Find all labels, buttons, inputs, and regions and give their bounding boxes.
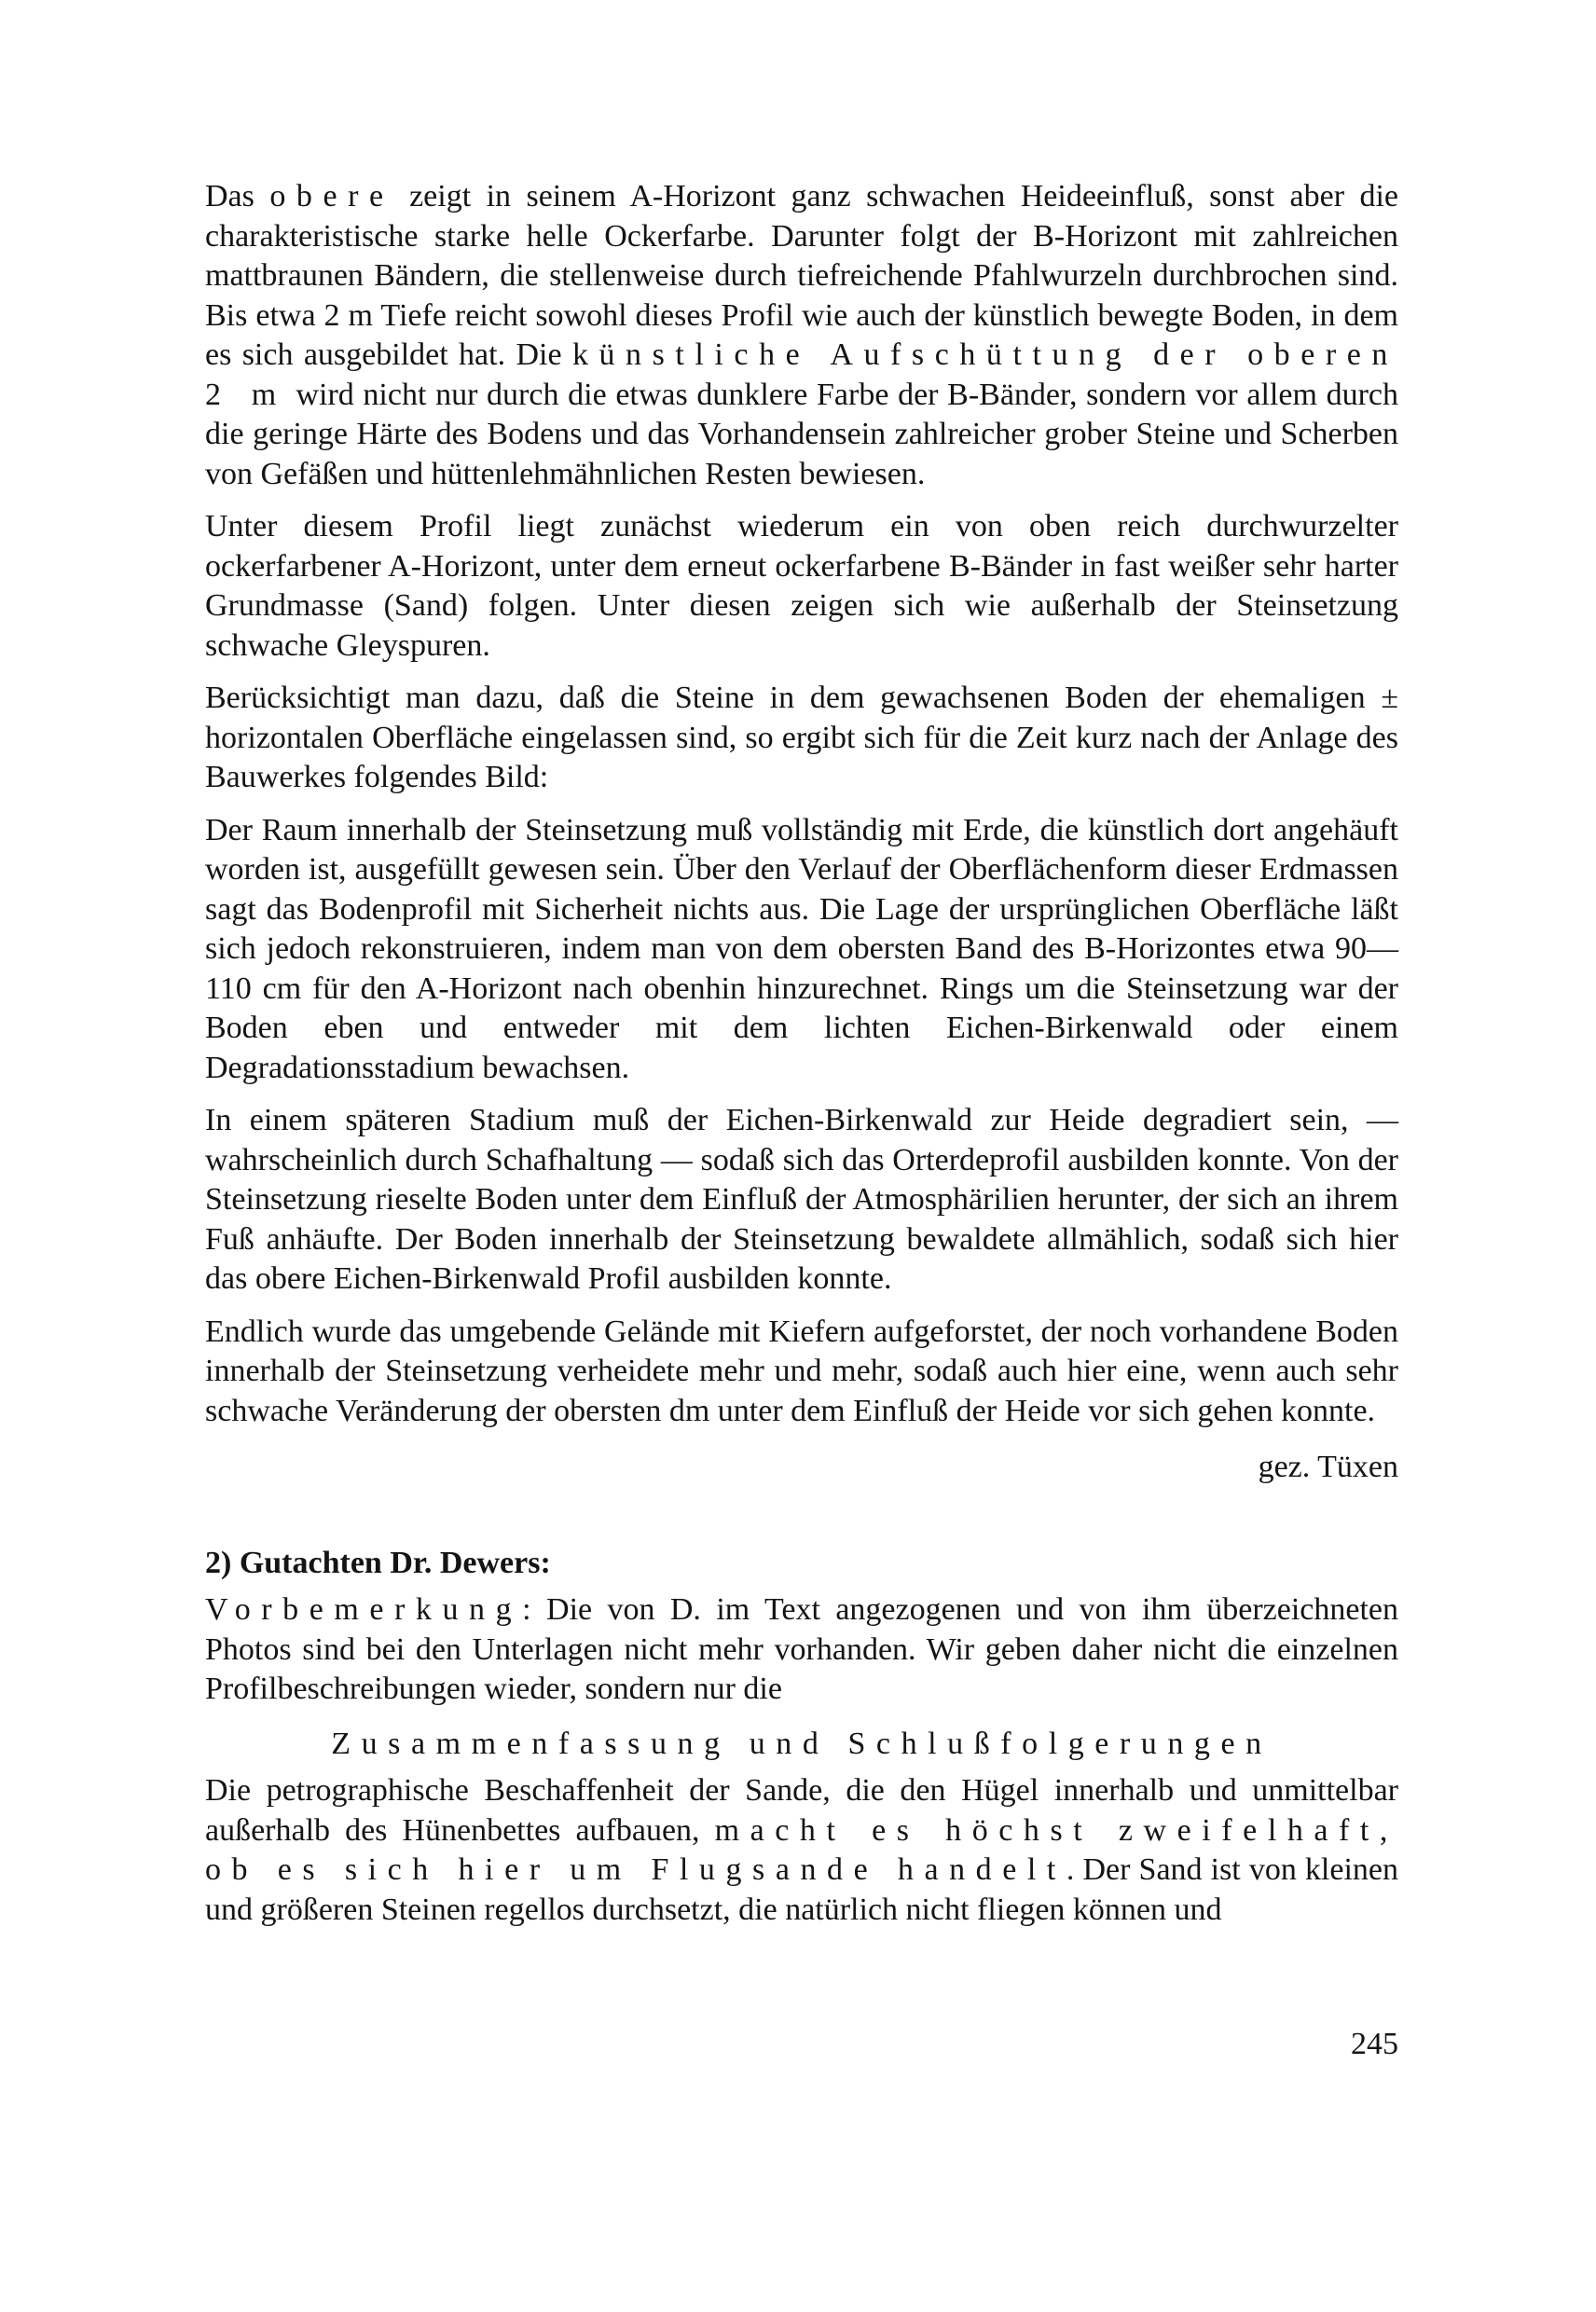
paragraph-summary [205, 1771, 1398, 1930]
spaced-emphasis: künstliche Aufschüttung der oberen 2 m [205, 337, 1398, 412]
section-heading: 2) Gutachten Dr. Dewers: [205, 1545, 551, 1580]
text-run: . Der Sand ist von kleinen und größeren Steinen regellos durchsetzt, die natürlich nicht fliegen können und [205, 1852, 1398, 1927]
paragraph-interior-fill: Der Raum innerhalb der Steinsetzung muß vollständig mit Erde, die künstlich dort angehäuft worden ist, ausgefüllt gewesen sein. Über den Verlauf der Oberflächenform dieser Erdmassen sagt das Bodenprofil mit Sicherheit nichts aus. Die Lage der ursprünglichen Oberfläche läßt sich jedoch rekonstruieren, indem man von dem obersten Band des B-Horizontes etwa 90—110 cm für den A-Horizont nach obenhin hinzurechnet. Rings um die Steinsetzung war der Boden eben und entweder mit dem lichten Eichen-Birkenwald oder einem Degradationsstadium bewachsen. [205, 812, 1398, 1085]
paragraph-lower-profile: Unter diesem Profil liegt zunächst wiederum ein von oben reich durchwurzelter ockerfarbener A-Horizont, unter dem erneut ockerfarbene B-Bänder in fast weißer sehr harter Grundmasse (Sand) folgen. Unter diesen zeigen sich wie außerhalb der Steinsetzung schwache Gleyspuren. [205, 509, 1398, 663]
subheading: Zusammenfassung und Schlußfolgerungen [331, 1726, 1273, 1761]
signature: gez. Tüxen [1258, 1450, 1398, 1484]
text-run: Das [205, 179, 270, 213]
paragraph-preliminary-note [205, 1590, 1398, 1710]
page-body [205, 177, 1398, 1930]
text-run: Die petrographische Beschaffenheit der Sande, die den Hügel innerhalb und unmittelbar außerhalb des Hünenbettes aufbauen, [205, 1773, 1398, 1848]
spaced-emphasis: obere [269, 179, 394, 213]
text-run: zeigt in seinem A-Horizont ganz schwachen Heideeinfluß, sonst aber die charakteristische starke helle Ockerfarbe. Darunter folgt der B-Horizont mit zahlreichen mattbraunen Bändern, die stellenweise durch tiefreichende Pfahlwurzeln durchbrochen sind. Bis etwa 2 m Tiefe reicht sowohl dieses Profil wie auch der künstlich bewegte Boden, in dem es sich ausgebildet hat. Die [205, 179, 1398, 372]
page-number: 245 [1351, 2027, 1398, 2061]
spaced-emphasis: macht es höchst zweifelhaft, ob es sich hier um Flugsande handelt [205, 1812, 1398, 1887]
text-run: wird nicht nur durch die etwas dunklere Farbe der B-Bänder, sondern vor allem durch die geringe Härte des Bodens und das Vorhandensein zahlreicher grober Steine und Scherben von Gefäßen und hüttenlehmähnlichen Resten bewiesen. [205, 377, 1398, 491]
spaced-label: Vorbemerkung [205, 1592, 523, 1627]
paragraph-later-stage: In einem späteren Stadium muß der Eichen-Birkenwald zur Heide degradiert sein, — wahrscheinlich durch Schafhaltung — sodaß sich das Orterdeprofil ausbilden konnte. Von der Steinsetzung rieselte Boden unter dem Einfluß der Atmosphärilien herunter, der sich an ihrem Fuß anhäufte. Der Boden innerhalb der Steinsetzung bewaldete allmählich, sodaß sich hier das obere Eichen-Birkenwald Profil ausbilden konnte. [205, 1103, 1398, 1296]
paragraph-upper-profile [205, 177, 1398, 494]
paragraph-afforestation: Endlich wurde das umgebende Gelände mit Kiefern aufgeforstet, der noch vorhandene Boden innerhalb der Steinsetzung verheidete mehr und mehr, sodaß auch hier eine, wenn auch sehr schwache Veränderung der obersten dm unter dem Einfluß der Heide vor sich gehen konnte. [205, 1314, 1398, 1428]
text-run: : Die von D. im Text angezogenen und von ihm überzeichneten Photos sind bei den Unterlagen nicht mehr vorhanden. Wir geben daher nicht die einzelnen Profilbeschreibungen wieder, sondern nur die [205, 1592, 1398, 1706]
paragraph-stones: Berücksichtigt man dazu, daß die Steine in dem gewachsenen Boden der ehemaligen ± horizontalen Oberfläche eingelassen sind, so ergibt sich für die Zeit kurz nach der Anlage des Bauwerkes folgendes Bild: [205, 681, 1398, 794]
